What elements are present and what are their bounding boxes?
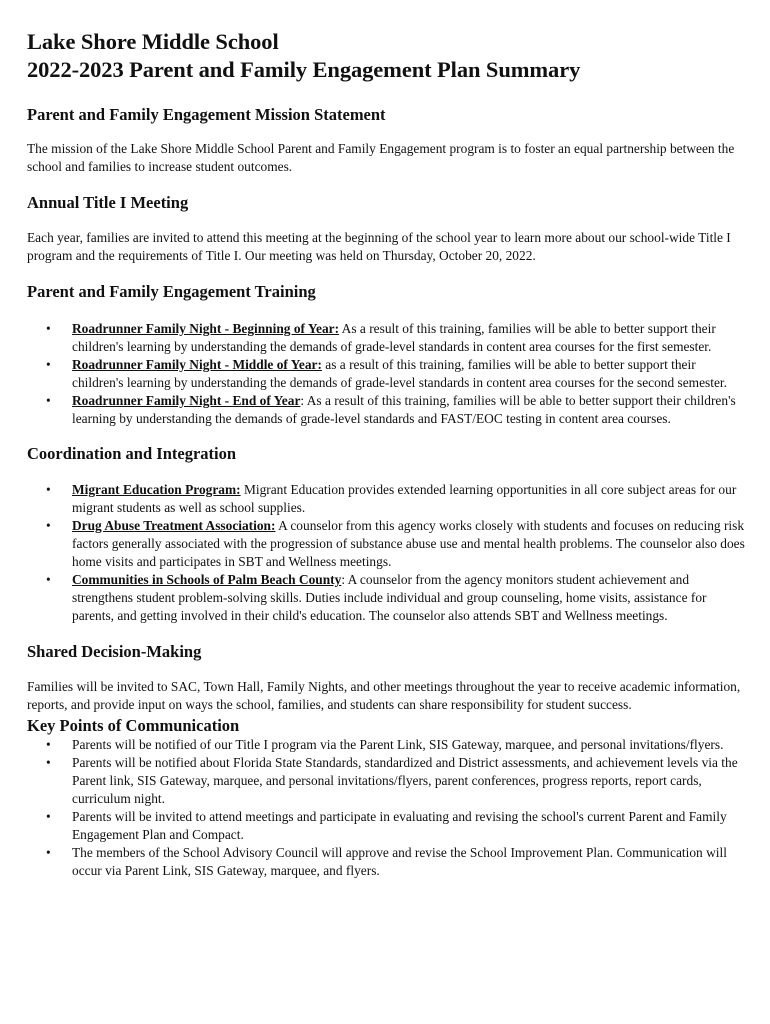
list-item (27, 392, 749, 428)
mission-text: The mission of the Lake Shore Middle School Parent and Family Engagement program is to foster an equal partnership between the school and families to increase student outcomes. (27, 141, 735, 174)
bullet-icon: • (46, 809, 51, 824)
coordination-list (27, 481, 749, 625)
list-item (27, 571, 749, 625)
item-text: A counselor from this agency works closely with students and focuses on reducing risk factors generally associated with the progression of substance abuse use and mental health problems. The counselor also does home visits and participates in SBT and Wellness meetings. (72, 518, 745, 569)
item-title: Migrant Education Program: (72, 482, 241, 497)
item-text: Parents will be notified of our Title I program via the Parent Link, SIS Gateway, marquee, and personal invitations/flyers. (72, 737, 724, 752)
list-item (27, 356, 749, 392)
bullet-icon: • (46, 518, 51, 533)
item-title: Roadrunner Family Night - Middle of Year: (72, 357, 322, 372)
item-title: Communities in Schools of Palm Beach County (72, 572, 342, 587)
list-item (27, 754, 749, 808)
list-item (27, 481, 749, 517)
document-title (27, 28, 749, 84)
bullet-icon: • (46, 321, 51, 336)
plan-title: 2022-2023 Parent and Family Engagement Plan Summary (27, 57, 581, 82)
training-list (27, 320, 749, 428)
item-text: Migrant Education provides extended learning opportunities in all core subject areas for our migrant students as well as school supplies. (72, 482, 737, 515)
shared-decision-text: Families will be invited to SAC, Town Hall, Family Nights, and other meetings throughout the year to receive academic information, reports, and provide input on ways the school, families, and students can share responsibility for student success. (27, 679, 741, 712)
item-title: Roadrunner Family Night - Beginning of Year: (72, 321, 340, 336)
list-item (27, 517, 749, 571)
annual-meeting-heading: Annual Title I Meeting (27, 193, 189, 212)
item-text: : As a result of this training, families will be able to better support their children's learning by understanding the demands of grade-level standards and FAST/EOC testing in content area courses. (72, 393, 736, 426)
bullet-icon: • (46, 357, 51, 372)
bullet-icon: • (46, 482, 51, 497)
list-item (27, 320, 749, 356)
item-text: As a result of this training, families will be able to better support their children's learning by understanding the demands of grade-level standards in content area courses for the first semester. (72, 321, 716, 354)
item-title: Roadrunner Family Night - End of Year (72, 393, 301, 408)
item-text: as a result of this training, families will be able to better support their children's learning by understanding the demands of grade-level standards in content area courses for the second semester. (72, 357, 727, 390)
bullet-icon: • (46, 572, 51, 587)
key-points-section (27, 716, 749, 880)
item-text: Parents will be notified about Florida State Standards, standardized and District assessments, and achievement levels via the Parent link, SIS Gateway, marquee, and personal invitations/flyers, parent conferences, progress reports, report cards, curriculum night. (72, 755, 738, 806)
school-name: Lake Shore Middle School (27, 29, 279, 54)
key-points-heading: Key Points of Communication (27, 716, 240, 735)
mission-heading: Parent and Family Engagement Mission Statement (27, 105, 386, 124)
item-text: Parents will be invited to attend meetings and participate in evaluating and revising the school's current Parent and Family Engagement Plan and Compact. (72, 809, 727, 842)
coordination-section (27, 444, 749, 625)
item-text: : A counselor from the agency monitors student achievement and strengthens student problem-solving skills. Duties include individual and group counseling, home visits, assistance for parents, and getting involved in their child's education. The counselor also attends SBT and Wellness meetings. (72, 572, 707, 623)
bullet-icon: • (46, 393, 51, 408)
training-heading: Parent and Family Engagement Training (27, 282, 316, 301)
annual-meeting-section (27, 193, 749, 265)
list-item (27, 736, 749, 754)
document-page (27, 28, 749, 880)
annual-meeting-text: Each year, families are invited to attend this meeting at the beginning of the school year to learn more about our school-wide Title I program and the requirements of Title I. Our meeting was held on Thursday, October 20, 2022. (27, 230, 731, 263)
item-title: Drug Abuse Treatment Association: (72, 518, 276, 533)
shared-decision-heading: Shared Decision-Making (27, 642, 202, 661)
list-item (27, 808, 749, 844)
item-text: The members of the School Advisory Council will approve and revise the School Improvement Plan. Communication will occur via Parent Link, SIS Gateway, marquee, and flyers. (72, 845, 727, 878)
bullet-icon: • (46, 845, 51, 860)
mission-section (27, 105, 749, 176)
key-points-list (27, 736, 749, 880)
bullet-icon: • (46, 755, 51, 770)
bullet-icon: • (46, 737, 51, 752)
training-section (27, 282, 749, 428)
coordination-heading: Coordination and Integration (27, 444, 237, 463)
shared-decision-section (27, 642, 749, 714)
list-item (27, 844, 749, 880)
